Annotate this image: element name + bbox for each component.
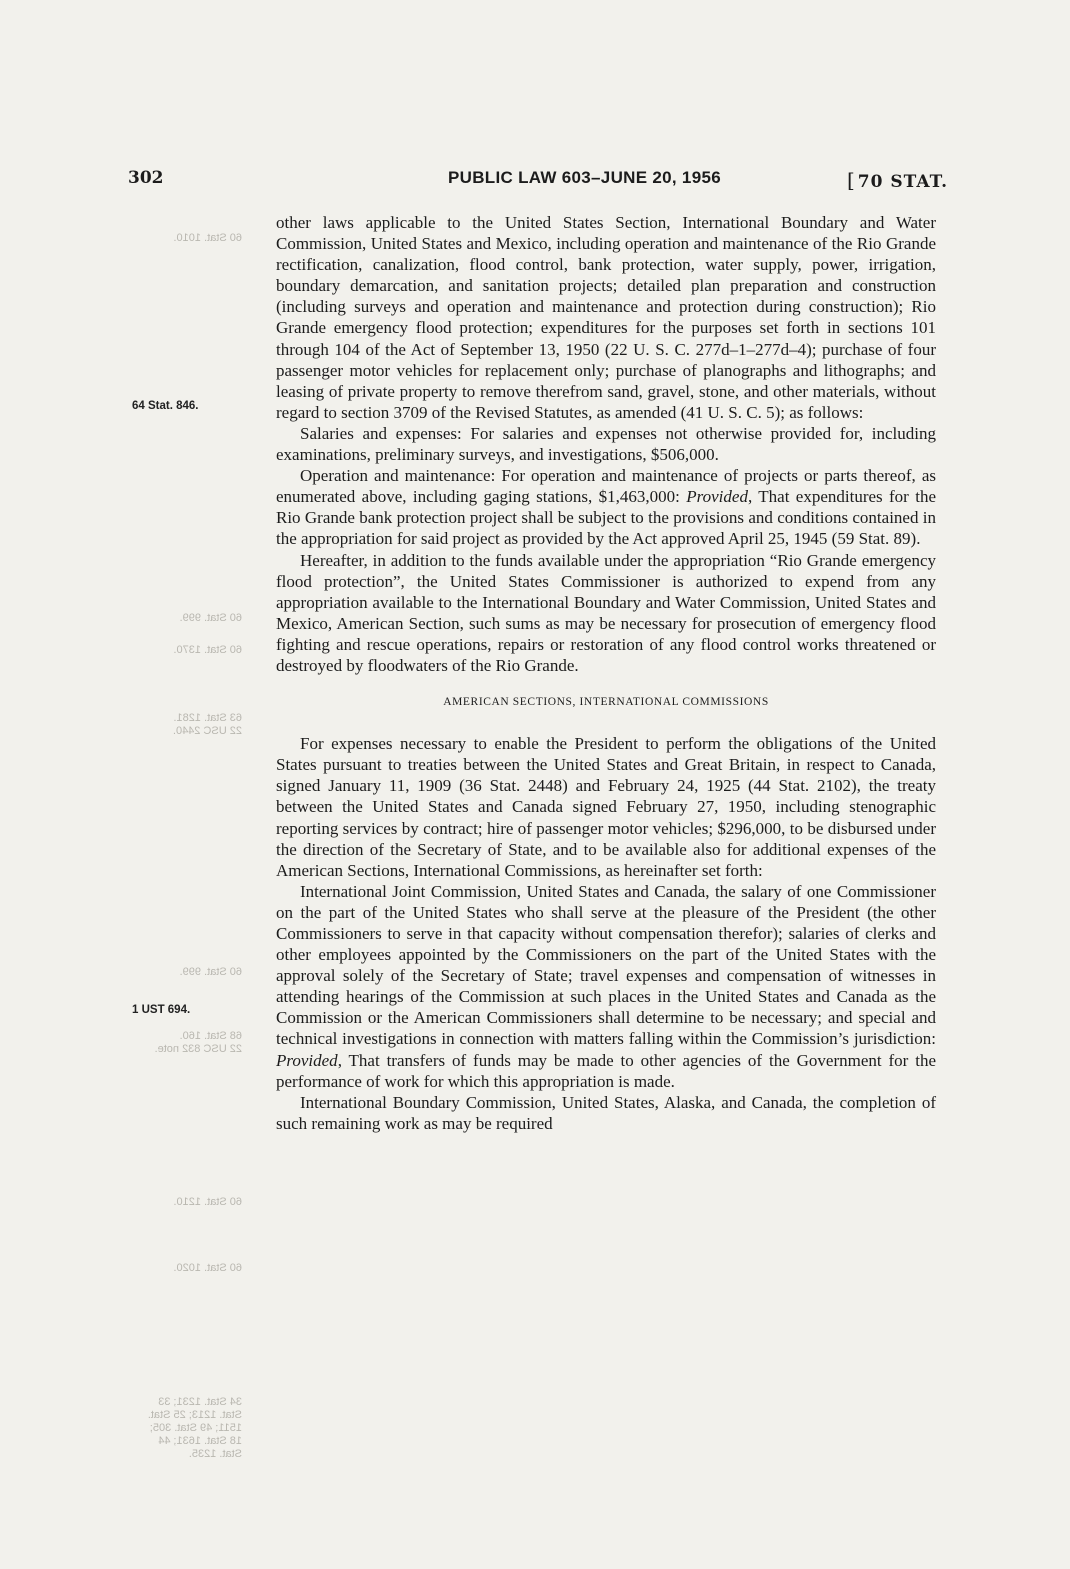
running-title: PUBLIC LAW 603–JUNE 20, 1956 [448,168,721,187]
bleed-through-note: 60 Stat. 1370. [173,644,242,656]
volume-label: 70 STAT. [857,172,948,192]
paragraph-italic: Provided [686,487,748,507]
bleed-through-note: 60 Stat. 999. [179,612,242,624]
body-text [276,212,936,1134]
paragraph [276,881,936,1092]
paragraph: Salaries and expenses: For salaries and expenses not otherwise provided for, including examinations, preliminary surveys, and investigations, $506,000. [276,423,936,465]
section-heading: AMERICAN SECTIONS, INTERNATIONAL COMMISSIONS [443,696,769,709]
margin-citation: 64 Stat. 846. [132,400,199,412]
page-header [128,168,948,192]
bleed-through-note: 60 Stat. 999. [179,966,242,978]
bleed-through-note: 60 Stat. 1010. [173,232,242,244]
margin-citation: 1 UST 694. [132,1004,191,1016]
volume-bracket: [ [846,168,856,192]
paragraph [276,465,936,549]
paragraph: International Boundary Commission, United States, Alaska, and Canada, the completion of such remaining work as may be required [276,1092,936,1133]
paragraph: For expenses necessary to enable the President to perform the obligations of the United States pursuant to treaties between the United States and Great Britain, in respect to Canada, signed January 11, 1909 (36 Stat. 2448) and February 24, 1925 (44 Stat. 2102), the treaty between the United States and Canada signed February 27, 1950, including stenographic reporting services by contract; hire of passenger motor vehicles; $296,000, to be disbursed under the direction of the Secretary of State, and to be available also for additional expenses of the American Sections, International Commissions, as hereinafter set forth: [276,734,936,880]
bleed-through-note: 34 Stat. 1231; 33 Stat. 1213; 25 Stat. 1511; 49 Stat. 305; 18 Stat. 1631; 44 Stat. 1235. [147,1396,242,1460]
bleed-through-note: 68 Stat. 160. 22 USC 832 note. [154,1030,242,1055]
bleed-through-note: 60 Stat. 1210. [173,1196,242,1208]
paragraph-text: International Joint Commission, United States and Canada, the salary of one Commissioner on the part of the United States who shall serve at the pleasure of the President (the other Commissioners to serve in that capacity without compensation therefor); salaries of clerks and other employees appointed by the Commissioners on the part of the United States with the approval solely of the Secretary of State; travel expenses and compensation of witnesses in attending hearings of the Commission at such places in the United States and Canada as the Commission or the American Commissioners shall determine to be necessary; and special and technical investigations in connection with matters falling within the Commission’s jurisdiction: [276,881,936,1049]
paragraph-text: , That expenditures for the Rio Grande bank protection project shall be subject to the provisions and conditions contained in the appropriation for said project as provided by the Act approved April 25, 1945 (59 Stat. 89). [276,487,936,549]
paragraph-text: , That transfers of funds may be made to other agencies of the Government for the performance of work for which this appropriation is made. [276,1050,936,1091]
paragraph: other laws applicable to the United States Section, International Boundary and Water Commission, United States and Mexico, including operation and maintenance of the Rio Grande rectification, canalization, flood control, bank protection, water supply, power, irrigation, boundary demarcation, and sanitation projects; detailed plan preparation and construction (including surveys and operation and maintenance and protection during construction); Rio Grande emergency flood protection; expenditures for the purposes set forth in sections 101 through 104 of the Act of September 13, 1950 (22 U. S. C. 277d–1–277d–4); purchase of four passenger motor vehicles for replacement only; purchase of planographs and lithographs; and leasing of private property to remove therefrom sand, gravel, stone, and other materials, without regard to section 3709 of the Revised Statutes, as amended (41 U. S. C. 5); as follows: [276,213,936,422]
paragraph-text: Operation and maintenance: For operation and maintenance of projects or parts thereof, as enumerated above, including gaging stations, $1,463,000: [276,466,936,507]
bleed-through-note: 63 Stat. 1281. 22 USC 2440. [172,712,242,737]
page-number: 302 [128,168,164,188]
bleed-through-note: 60 Stat. 1020. [173,1262,242,1274]
paragraph-italic: Provided [276,1050,338,1070]
paragraph: Hereafter, in addition to the funds available under the appropriation “Rio Grande emergency flood protection”, the United States Commissioner is authorized to expend from any appropriation available to the International Boundary and Water Commission, United States and Mexico, American Section, such sums as may be necessary for prosecution of emergency flood fighting and rescue operations, repairs or restoration of any flood control works threatened or destroyed by floodwaters of the Rio Grande. [276,550,936,675]
volume-reference [847,168,948,192]
